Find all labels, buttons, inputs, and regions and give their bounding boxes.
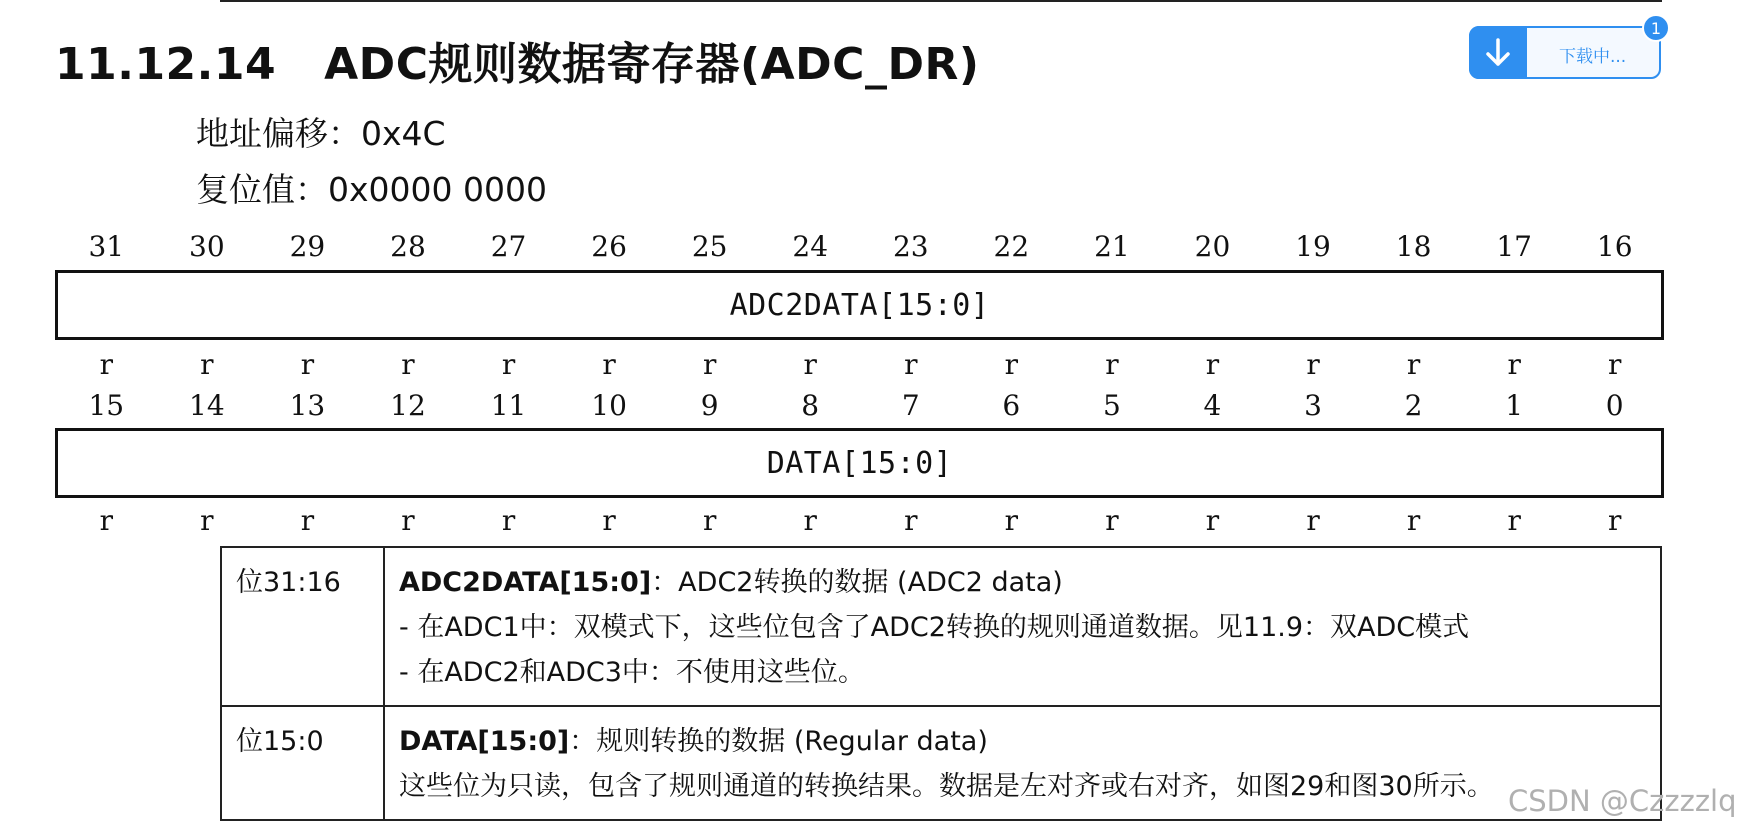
high-field-box: ADC2DATA[15:0] <box>55 270 1664 340</box>
bit-number: 30 <box>189 230 225 263</box>
access-type: r <box>1105 348 1119 381</box>
access-type: r <box>602 348 616 381</box>
bit-number: 15 <box>88 389 125 422</box>
bit-number: 13 <box>289 389 326 422</box>
bit-number: 16 <box>1596 230 1633 263</box>
access-type: r <box>300 348 315 381</box>
access-type: r <box>1507 504 1521 537</box>
access-type: r <box>904 348 918 381</box>
bit-number: 27 <box>490 230 527 263</box>
download-arrow-icon <box>1469 26 1527 79</box>
bit-range-cell: 位15:0 <box>221 706 384 820</box>
description-cell <box>384 706 1661 820</box>
access-type: r <box>1205 348 1220 381</box>
bit-number: 14 <box>189 389 225 422</box>
access-type: r <box>702 348 717 381</box>
access-type: r <box>99 504 113 537</box>
high-access-row <box>56 348 1665 381</box>
bit-number: 12 <box>390 389 426 422</box>
access-type: r <box>1004 348 1019 381</box>
access-type: r <box>1105 504 1119 537</box>
bit-number: 0 <box>1605 389 1624 422</box>
table-row <box>221 547 1661 706</box>
access-type: r <box>501 348 516 381</box>
access-type: r <box>1306 504 1320 537</box>
low-access-row <box>56 504 1665 537</box>
bit-number: 8 <box>801 389 820 422</box>
bit-number: 17 <box>1496 230 1532 263</box>
bit-number: 22 <box>993 230 1030 263</box>
bit-number: 6 <box>1002 389 1021 422</box>
access-type: r <box>1306 348 1320 381</box>
access-type: r <box>1004 504 1019 537</box>
access-type: r <box>200 348 214 381</box>
access-type: r <box>1507 348 1521 381</box>
download-progress-button[interactable] <box>1469 18 1662 79</box>
description-line: - 在ADC1中：双模式下，这些位包含了ADC2转换的规则通道数据。见11.9：双ADC模式 <box>399 612 1470 643</box>
bit-number: 24 <box>792 230 829 263</box>
bit-number: 31 <box>88 230 125 263</box>
bit-number: 2 <box>1404 389 1423 422</box>
access-type: r <box>1205 504 1220 537</box>
bit-number: 26 <box>591 230 627 263</box>
bit-number: 3 <box>1304 389 1322 422</box>
field-summary-text: ：规则转换的数据 (Regular data) <box>569 726 988 757</box>
access-type: r <box>1406 348 1421 381</box>
access-type: r <box>702 504 717 537</box>
access-type: r <box>200 504 214 537</box>
reset-value: 复位值：0x0000 0000 <box>196 170 547 209</box>
bit-number: 5 <box>1102 389 1121 422</box>
bit-range-cell: 位31:16 <box>221 547 384 706</box>
access-type: r <box>1608 348 1622 381</box>
low-bit-numbers <box>56 389 1665 422</box>
access-type: r <box>904 504 918 537</box>
field-summary <box>399 560 1646 605</box>
bit-number: 9 <box>700 389 719 422</box>
access-type: r <box>300 504 315 537</box>
bit-number: 1 <box>1505 389 1524 422</box>
watermark-text: CSDN @Czzzzlq <box>1508 784 1737 818</box>
bit-number: 29 <box>289 230 326 263</box>
top-divider <box>220 0 1662 2</box>
section-heading <box>55 28 979 92</box>
bit-number: 28 <box>390 230 426 263</box>
section-title: ADC规则数据寄存器(ADC_DR) <box>324 39 980 90</box>
bit-number: 10 <box>591 389 627 422</box>
field-name: DATA[15:0] <box>399 726 570 757</box>
bit-number: 19 <box>1295 230 1331 263</box>
field-summary-text: ：ADC2转换的数据 (ADC2 data) <box>651 567 1063 598</box>
access-type: r <box>501 504 516 537</box>
download-status-label: 下载中... <box>1559 47 1627 67</box>
description-line: 这些位为只读，包含了规则通道的转换结果。数据是左对齐或右对齐，如图29和图30所示。 <box>399 771 1494 802</box>
bit-number: 23 <box>892 230 929 263</box>
access-type: r <box>803 504 817 537</box>
access-type: r <box>602 504 616 537</box>
high-bit-numbers <box>56 230 1665 263</box>
field-name: ADC2DATA[15:0] <box>399 567 652 598</box>
access-type: r <box>1406 504 1421 537</box>
download-count-badge: 1 <box>1642 14 1670 42</box>
access-type: r <box>99 348 113 381</box>
access-type: r <box>401 504 415 537</box>
bit-number: 20 <box>1194 230 1231 263</box>
access-type: r <box>401 348 415 381</box>
table-row <box>221 706 1661 820</box>
field-description-table <box>220 546 1662 821</box>
bit-number: 18 <box>1395 230 1432 263</box>
bit-number: 7 <box>901 389 920 422</box>
bit-number: 21 <box>1094 230 1130 263</box>
description-cell <box>384 547 1661 706</box>
bit-number: 4 <box>1203 389 1222 422</box>
access-type: r <box>803 348 817 381</box>
bit-number: 25 <box>691 230 728 263</box>
access-type: r <box>1608 504 1622 537</box>
address-offset: 地址偏移：0x4C <box>196 114 446 153</box>
section-number: 11.12.14 <box>55 39 277 90</box>
low-field-box: DATA[15:0] <box>55 428 1664 498</box>
description-line: - 在ADC2和ADC3中：不使用这些位。 <box>399 657 865 688</box>
field-summary <box>399 719 1646 764</box>
bit-number: 11 <box>490 389 527 422</box>
